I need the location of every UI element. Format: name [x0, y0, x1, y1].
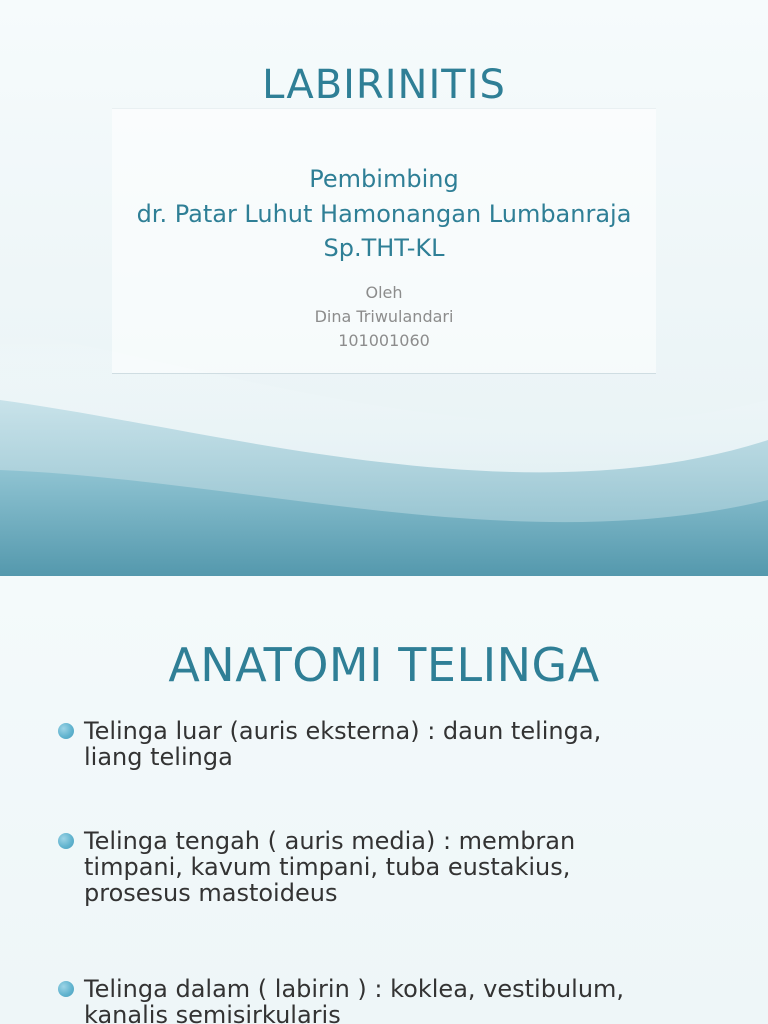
bullet-dot-icon	[58, 981, 74, 997]
content-slide	[0, 576, 768, 1024]
slide-title: ANATOMI TELINGA	[168, 638, 600, 692]
bullet-text-line: Telinga tengah ( auris media) : membran	[84, 827, 576, 855]
by-label: Oleh	[365, 283, 403, 302]
bullet-text-line: liang telinga	[84, 743, 233, 771]
author-id: 101001060	[338, 331, 430, 350]
bullet-dot-icon	[58, 833, 74, 849]
bullet-text-line: timpani, kavum timpani, tuba eustakius,	[84, 853, 571, 881]
bullet-text-line: Telinga luar (auris eksterna) : daun telinga,	[84, 717, 602, 745]
author-name: Dina Triwulandari	[314, 307, 454, 326]
subtitle-divider	[112, 373, 656, 374]
bullet-text-line: prosesus mastoideus	[84, 879, 338, 907]
bullet-text-line: kanalis semisirkularis	[84, 1001, 341, 1024]
supervisor-name: dr. Patar Luhut Hamonangan Lumbanraja	[136, 200, 632, 228]
bullet-text-line: Telinga dalam ( labirin ) : koklea, vestibulum,	[84, 975, 625, 1003]
supervisor-label: Pembimbing	[309, 165, 459, 193]
supervisor-title: Sp.THT-KL	[323, 234, 445, 262]
slide-title: LABIRINITIS	[262, 62, 506, 108]
bullet-dot-icon	[58, 723, 74, 739]
